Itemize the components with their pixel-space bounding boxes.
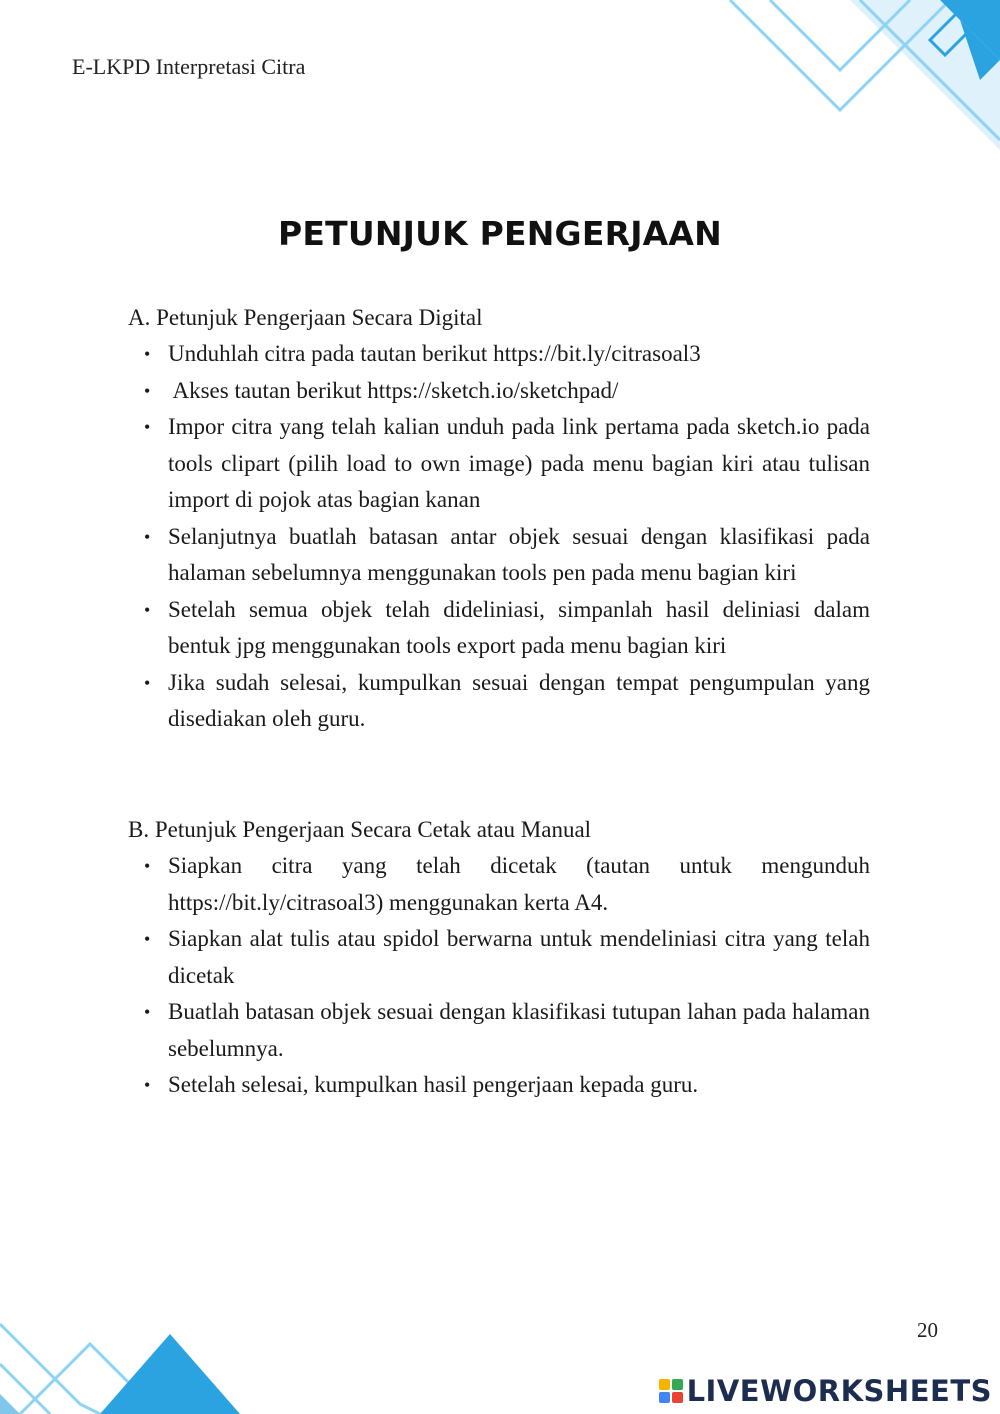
section-a-heading: A. Petunjuk Pengerjaan Secara Digital — [128, 305, 483, 330]
section-b-heading: B. Petunjuk Pengerjaan Secara Cetak atau Manual — [128, 817, 592, 842]
list-item: • Setelah semua objek telah dideliniasi, simpanlah hasil deliniasi dalam bentuk jpg menggunakan tools export pada menu bagian kiri — [128, 592, 870, 665]
bullet-icon: • — [144, 856, 151, 876]
list-item: • Unduhlah citra pada tautan berikut https://bit.ly/citrasoal3 — [128, 336, 870, 373]
list-item: • Buatlah batasan objek sesuai dengan klasifikasi tutupan lahan pada halaman sebelumnya. — [128, 994, 870, 1067]
list-item: • Akses tautan berikut https://sketch.io/sketchpad/ — [128, 373, 870, 410]
list-item: • Jika sudah selesai, kumpulkan sesuai dengan tempat pengumpulan yang disediakan oleh guru. — [128, 665, 870, 738]
list-item: • Setelah selesai, kumpulkan hasil pengerjaan kepada guru. — [128, 1067, 870, 1104]
page-number: 20 — [917, 1318, 938, 1342]
section-a-list — [128, 336, 870, 738]
bottom-left-decoration — [0, 1304, 240, 1414]
section-digital — [128, 300, 870, 738]
bullet-icon: • — [144, 599, 151, 620]
list-item: • Siapkan citra yang telah dicetak (tautan untuk mengunduh https://bit.ly/citrasoal3) menggunakan kerta A4. — [128, 848, 870, 921]
bullet-icon: • — [144, 526, 151, 547]
liveworksheets-watermark — [659, 1374, 992, 1408]
page-title: PETUNJUK PENGERJAAN — [278, 214, 722, 253]
document-header: E-LKPD Interpretasi Citra — [72, 54, 306, 79]
list-item: • Impor citra yang telah kalian unduh pada link pertama pada sketch.io pada tools clipart (pilih load to own image) pada menu bagian kiri atau tulisan import di pojok atas bagian kanan — [128, 409, 870, 519]
section-manual — [128, 812, 870, 1104]
watermark-text: LIVEWORKSHEETS — [686, 1374, 992, 1408]
bullet-icon: • — [144, 929, 151, 949]
bullet-icon: • — [144, 1075, 151, 1095]
bullet-icon: • — [144, 380, 151, 401]
bullet-icon: • — [144, 672, 151, 693]
top-right-decoration — [710, 0, 1000, 150]
bullet-icon: • — [144, 344, 151, 364]
liveworksheets-logo-icon — [659, 1379, 683, 1403]
list-item: • Selanjutnya buatlah batasan antar objek sesuai dengan klasifikasi pada halaman sebelumnya menggunakan tools pen pada menu bagian kiri — [128, 519, 870, 592]
bullet-icon: • — [144, 417, 151, 437]
bullet-icon: • — [144, 1002, 151, 1022]
section-b-list — [128, 848, 870, 1104]
list-item: • Siapkan alat tulis atau spidol berwarna untuk mendeliniasi citra yang telah dicetak — [128, 921, 870, 994]
